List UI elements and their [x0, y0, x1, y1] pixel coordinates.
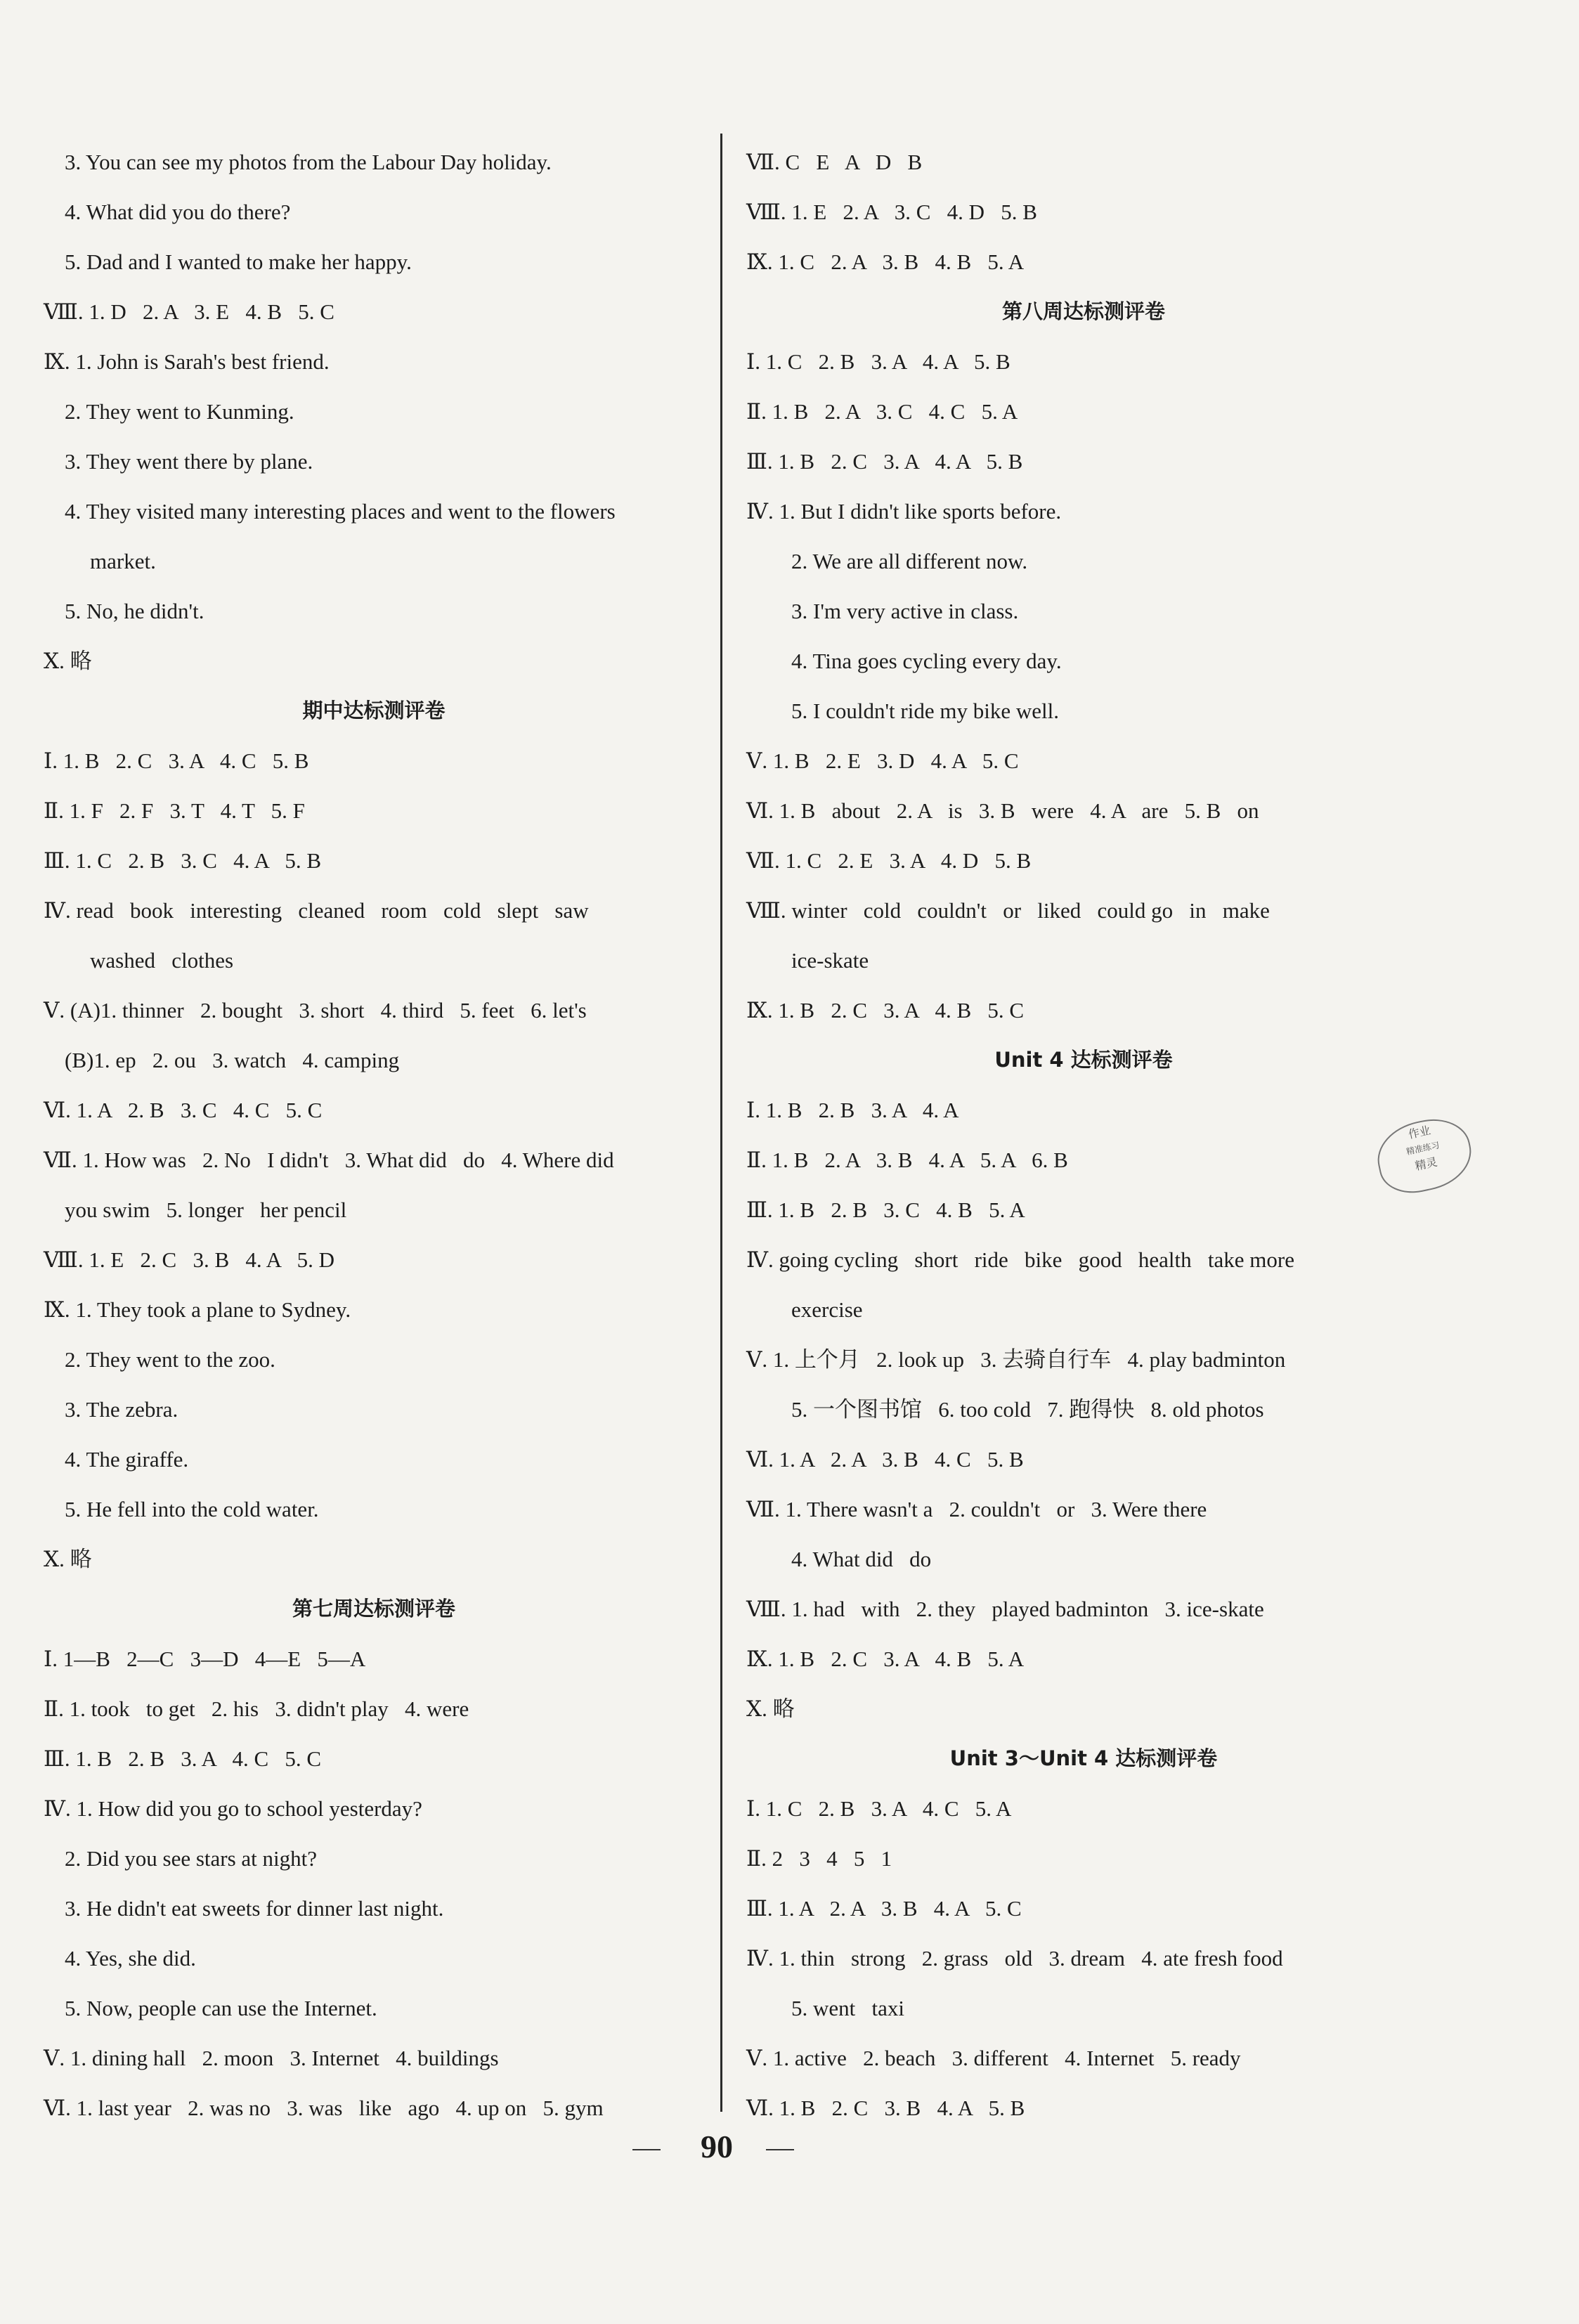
left-column: [44, 137, 704, 2133]
answer-line: Ⅱ. 1. B 2. A 3. B 4. A 5. A 6. B: [746, 1148, 1068, 1172]
answer-line: Ⅲ. 1. A 2. A 3. B 4. A 5. C: [746, 1896, 1022, 1921]
answer-line: Ⅹ. 略: [44, 649, 92, 673]
answer-line: Ⅸ. 1. John is Sarah's best friend.: [44, 349, 330, 374]
answer-line: 4. Yes, she did.: [65, 1946, 196, 1971]
answer-line: 4. The giraffe.: [65, 1447, 189, 1472]
answer-line: Ⅶ. 1. C 2. E 3. A 4. D 5. B: [746, 848, 1032, 873]
answer-line: 5. Now, people can use the Internet.: [65, 1996, 377, 2020]
answer-line: 2. We are all different now.: [791, 549, 1028, 573]
answer-line: Ⅴ. 1. B 2. E 3. D 4. A 5. C: [746, 748, 1019, 773]
answer-line: Ⅳ. 1. thin strong 2. grass old 3. dream 4. ate fresh food: [746, 1946, 1283, 1971]
answer-line: Ⅴ. (A)1. thinner 2. bought 3. short 4. third 5. feet 6. let's: [44, 998, 587, 1023]
answer-line: Ⅴ. 1. dining hall 2. moon 3. Internet 4. buildings: [44, 2046, 499, 2070]
answer-line: Ⅸ. 1. B 2. C 3. A 4. B 5. C: [746, 998, 1025, 1023]
answer-line: (B)1. ep 2. ou 3. watch 4. camping: [65, 1048, 400, 1072]
answer-line: Ⅱ. 1. F 2. F 3. T 4. T 5. F: [44, 798, 305, 823]
answer-line: 4. They visited many interesting places and went to the flowers: [65, 499, 616, 524]
answer-line: Ⅷ. 1. had with 2. they played badminton 3. ice-skate: [746, 1597, 1264, 1621]
answer-line: Ⅷ. 1. D 2. A 3. E 4. B 5. C: [44, 299, 334, 324]
answer-line: Ⅲ. 1. C 2. B 3. C 4. A 5. B: [44, 848, 322, 873]
answer-line: Ⅴ. 1. 上个月 2. look up 3. 去骑自行车 4. play badminton: [746, 1347, 1286, 1372]
stamp-logo: 作业 精准练习 精灵: [1371, 1112, 1478, 1200]
answer-line: Ⅳ. 1. But I didn't like sports before.: [746, 499, 1062, 524]
page-number: 90: [701, 2129, 733, 2164]
section-heading: Unit 3～Unit 4 达标测评卷: [949, 1746, 1218, 1770]
answer-line: Ⅵ. 1. B 2. C 3. B 4. A 5. B: [746, 2096, 1025, 2120]
answer-line: Ⅰ. 1. C 2. B 3. A 4. A 5. B: [746, 349, 1011, 374]
page-number-dash-right: [766, 2149, 794, 2150]
answer-line: Ⅲ. 1. B 2. B 3. C 4. B 5. A: [746, 1197, 1025, 1222]
answer-line: Ⅳ. 1. How did you go to school yesterday?: [44, 1796, 422, 1821]
answer-line: Ⅷ. winter cold couldn't or liked could go in make: [746, 898, 1270, 923]
answer-line: 5. No, he didn't.: [65, 599, 204, 623]
answer-line: 4. What did you do there?: [65, 200, 291, 224]
answer-line: Ⅰ. 1. C 2. B 3. A 4. C 5. A: [746, 1796, 1012, 1821]
answer-line: 2. They went to the zoo.: [65, 1347, 275, 1372]
answer-line: 5. I couldn't ride my bike well.: [791, 699, 1059, 723]
answer-line: Ⅸ. 1. C 2. A 3. B 4. B 5. A: [746, 249, 1025, 274]
answer-line: Ⅰ. 1—B 2—C 3—D 4—E 5—A: [44, 1647, 366, 1671]
answer-line: Ⅵ. 1. B about 2. A is 3. B were 4. A are 5. B on: [746, 798, 1259, 823]
answer-line: Ⅱ. 1. took to get 2. his 3. didn't play 4. were: [44, 1696, 469, 1721]
answer-line: Ⅵ. 1. A 2. A 3. B 4. C 5. B: [746, 1447, 1024, 1472]
column-divider: [720, 134, 722, 2112]
answer-line: market.: [90, 549, 156, 573]
answer-line: 4. Tina goes cycling every day.: [791, 649, 1062, 673]
answer-line: Ⅰ. 1. B 2. B 3. A 4. A: [746, 1098, 959, 1122]
section-heading: 第八周达标测评卷: [1001, 299, 1165, 323]
answer-line: Ⅹ. 略: [44, 1547, 92, 1571]
answer-line: Ⅵ. 1. A 2. B 3. C 4. C 5. C: [44, 1098, 323, 1122]
answer-line: Ⅵ. 1. last year 2. was no 3. was like ago 4. up on 5. gym: [44, 2096, 604, 2120]
answer-line: Ⅶ. C E A D B: [746, 150, 923, 174]
answer-line: ice-skate: [791, 948, 869, 973]
answer-line: 5. 一个图书馆 6. too cold 7. 跑得快 8. old photos: [791, 1397, 1264, 1422]
answer-line: Ⅹ. 略: [746, 1696, 795, 1721]
answer-line: washed clothes: [90, 948, 234, 973]
answer-line: 3. I'm very active in class.: [791, 599, 1019, 623]
answer-line: 2. Did you see stars at night?: [65, 1846, 318, 1871]
answer-line: you swim 5. longer her pencil: [65, 1197, 347, 1222]
answer-line: Ⅲ. 1. B 2. B 3. A 4. C 5. C: [44, 1746, 322, 1771]
answer-line: Ⅳ. read book interesting cleaned room cold slept saw: [44, 898, 589, 923]
page-number-dash-left: [632, 2149, 661, 2150]
answer-line: Ⅱ. 1. B 2. A 3. C 4. C 5. A: [746, 399, 1018, 424]
answer-line: 3. They went there by plane.: [65, 449, 313, 474]
right-column: [746, 137, 1421, 2133]
answer-line: Ⅱ. 2 3 4 5 1: [746, 1846, 892, 1871]
answer-line: Ⅴ. 1. active 2. beach 3. different 4. Internet 5. ready: [746, 2046, 1241, 2070]
answer-line: Ⅲ. 1. B 2. C 3. A 4. A 5. B: [746, 449, 1023, 474]
answer-line: 3. He didn't eat sweets for dinner last night.: [65, 1896, 444, 1921]
answer-line: 3. The zebra.: [65, 1397, 178, 1422]
answer-line: 3. You can see my photos from the Labour Day holiday.: [65, 150, 552, 174]
answer-line: 5. He fell into the cold water.: [65, 1497, 319, 1521]
answer-line: 5. went taxi: [791, 1996, 904, 2020]
answer-line: Ⅸ. 1. They took a plane to Sydney.: [44, 1297, 351, 1322]
answer-line: Ⅰ. 1. B 2. C 3. A 4. C 5. B: [44, 748, 309, 773]
answer-line: 5. Dad and I wanted to make her happy.: [65, 249, 412, 274]
answer-line: Ⅷ. 1. E 2. A 3. C 4. D 5. B: [746, 200, 1037, 224]
section-heading: 第七周达标测评卷: [292, 1597, 455, 1621]
answer-line: 2. They went to Kunming.: [65, 399, 294, 424]
answer-line: Ⅷ. 1. E 2. C 3. B 4. A 5. D: [44, 1247, 334, 1272]
answer-line: 4. What did do: [791, 1547, 932, 1571]
answer-line: Ⅸ. 1. B 2. C 3. A 4. B 5. A: [746, 1647, 1025, 1671]
section-heading: 期中达标测评卷: [302, 699, 446, 722]
answer-line: Ⅳ. going cycling short ride bike good health take more: [746, 1247, 1294, 1272]
answer-line: Ⅶ. 1. There wasn't a 2. couldn't or 3. Were there: [746, 1497, 1207, 1521]
answer-line: Ⅶ. 1. How was 2. No I didn't 3. What did do 4. Where did: [44, 1148, 614, 1172]
section-heading: Unit 4 达标测评卷: [994, 1048, 1173, 1072]
answer-line: exercise: [791, 1297, 863, 1322]
